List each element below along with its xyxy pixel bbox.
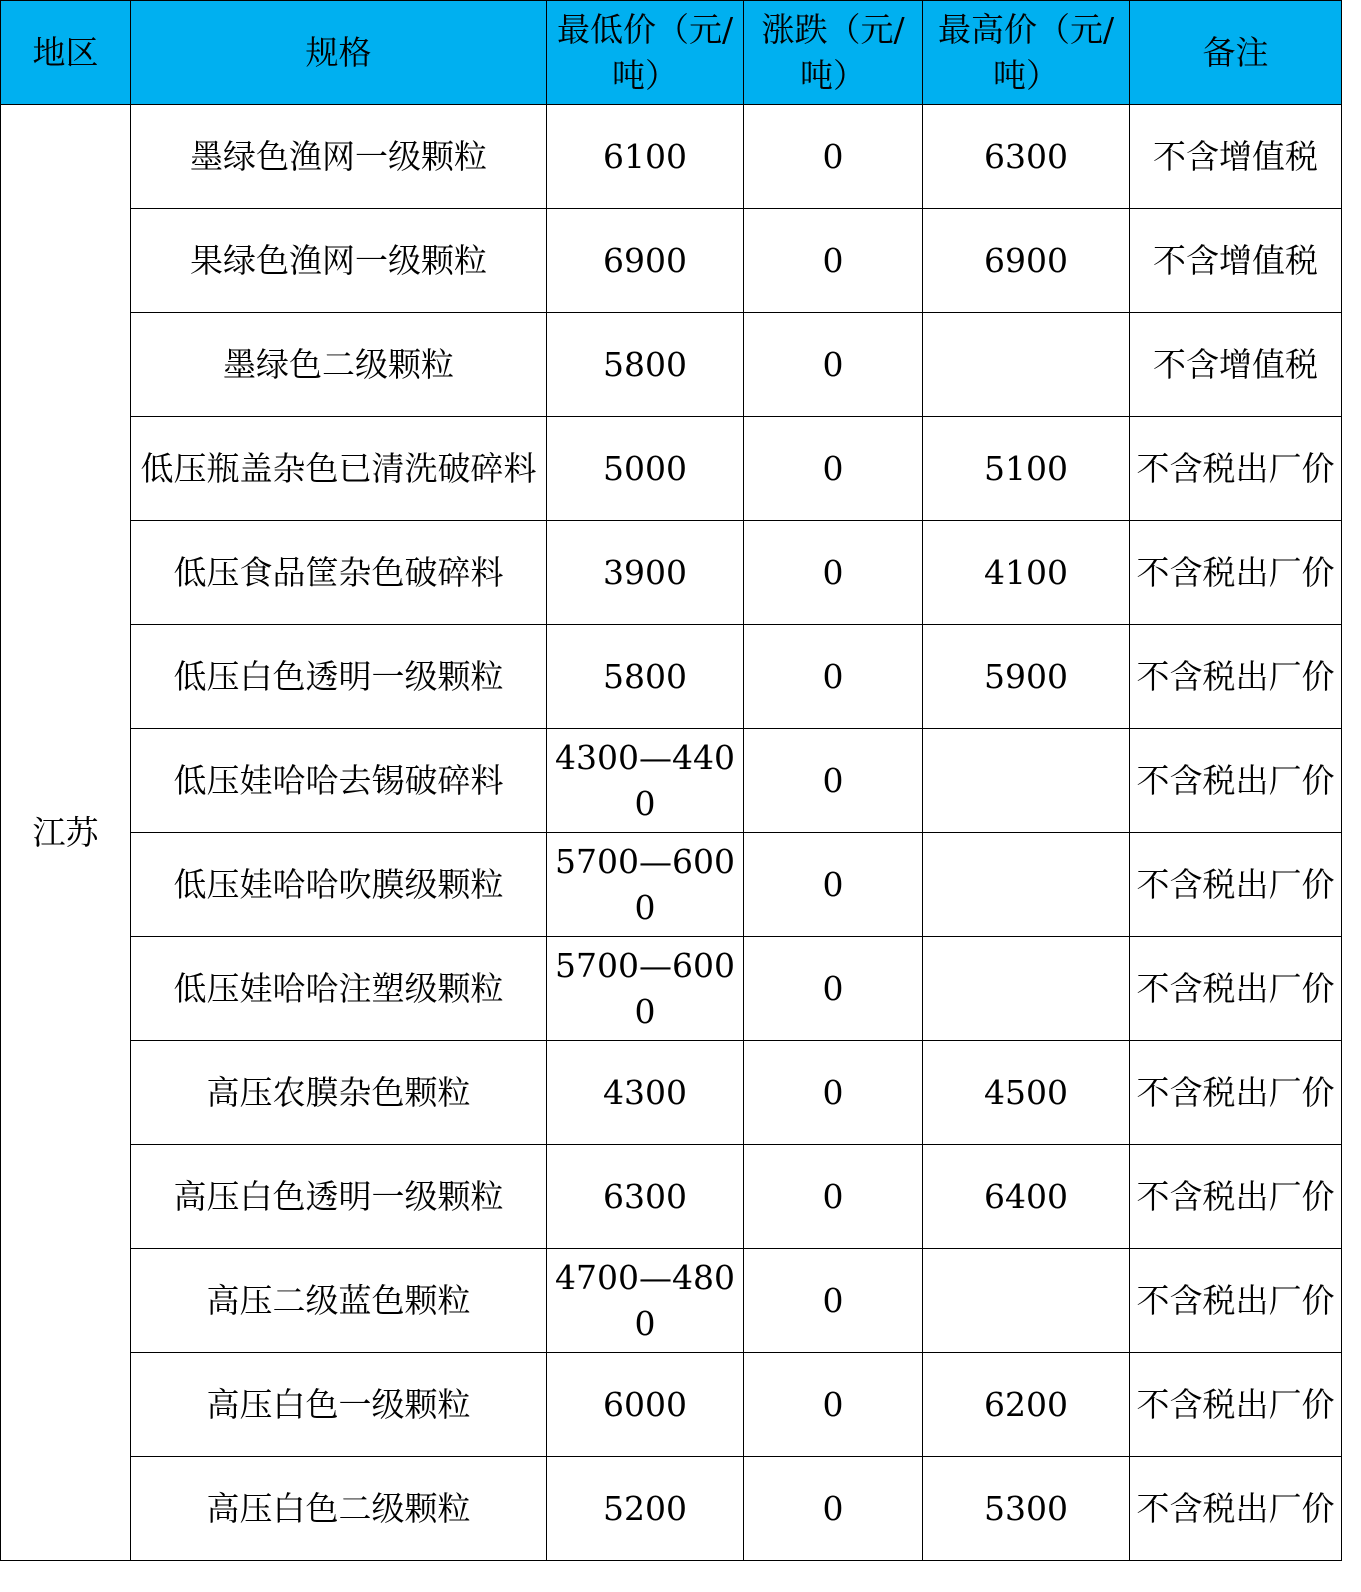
table-header (1, 1, 1342, 105)
min-price-cell: 6900 (547, 209, 744, 313)
spec-cell: 高压二级蓝色颗粒 (131, 1249, 547, 1353)
note-cell: 不含税出厂价 (1130, 1041, 1342, 1145)
table-row (1, 105, 1342, 209)
max-price-cell: 6900 (923, 209, 1130, 313)
note-cell: 不含税出厂价 (1130, 729, 1342, 833)
min-price-cell: 4300 (547, 1041, 744, 1145)
spec-cell: 低压娃哈哈吹膜级颗粒 (131, 833, 547, 937)
header-min-price: 最低价（元/吨） (547, 1, 744, 105)
max-price-cell: 6300 (923, 105, 1130, 209)
spec-cell: 墨绿色二级颗粒 (131, 313, 547, 417)
header-spec: 规格 (131, 1, 547, 105)
header-note: 备注 (1130, 1, 1342, 105)
max-price-cell: 6200 (923, 1353, 1130, 1457)
change-cell: 0 (744, 625, 923, 729)
spec-cell: 低压娃哈哈注塑级颗粒 (131, 937, 547, 1041)
min-price-cell: 3900 (547, 521, 744, 625)
change-cell: 0 (744, 209, 923, 313)
max-price-cell (923, 313, 1130, 417)
spec-cell: 低压食品筐杂色破碎料 (131, 521, 547, 625)
spec-cell: 高压农膜杂色颗粒 (131, 1041, 547, 1145)
note-cell: 不含增值税 (1130, 209, 1342, 313)
table-row (1, 729, 1342, 833)
max-price-cell: 5300 (923, 1457, 1130, 1561)
note-cell: 不含税出厂价 (1130, 417, 1342, 521)
change-cell: 0 (744, 1145, 923, 1249)
table-row (1, 833, 1342, 937)
max-price-cell: 5900 (923, 625, 1130, 729)
spec-cell: 高压白色透明一级颗粒 (131, 1145, 547, 1249)
spec-cell: 果绿色渔网一级颗粒 (131, 209, 547, 313)
max-price-cell (923, 729, 1130, 833)
note-cell: 不含增值税 (1130, 313, 1342, 417)
note-cell: 不含税出厂价 (1130, 521, 1342, 625)
spec-cell: 低压白色透明一级颗粒 (131, 625, 547, 729)
note-cell: 不含税出厂价 (1130, 1457, 1342, 1561)
min-price-cell: 6300 (547, 1145, 744, 1249)
spec-cell: 低压娃哈哈去锡破碎料 (131, 729, 547, 833)
table-row (1, 313, 1342, 417)
change-cell: 0 (744, 937, 923, 1041)
note-cell: 不含税出厂价 (1130, 1353, 1342, 1457)
table-row (1, 521, 1342, 625)
header-max-price: 最高价（元/吨） (923, 1, 1130, 105)
note-cell: 不含增值税 (1130, 105, 1342, 209)
change-cell: 0 (744, 833, 923, 937)
table-row (1, 1145, 1342, 1249)
note-cell: 不含税出厂价 (1130, 1145, 1342, 1249)
min-price-cell: 6000 (547, 1353, 744, 1457)
table-row (1, 937, 1342, 1041)
change-cell: 0 (744, 1041, 923, 1145)
table-row (1, 209, 1342, 313)
spec-cell: 高压白色一级颗粒 (131, 1353, 547, 1457)
table-body (1, 105, 1342, 1561)
note-cell: 不含税出厂价 (1130, 625, 1342, 729)
table-row (1, 417, 1342, 521)
change-cell: 0 (744, 417, 923, 521)
change-cell: 0 (744, 1249, 923, 1353)
min-price-cell: 4700—4800 (547, 1249, 744, 1353)
spec-cell: 墨绿色渔网一级颗粒 (131, 105, 547, 209)
max-price-cell (923, 1249, 1130, 1353)
min-price-cell: 4300—4400 (547, 729, 744, 833)
change-cell: 0 (744, 105, 923, 209)
change-cell: 0 (744, 729, 923, 833)
change-cell: 0 (744, 1457, 923, 1561)
table-row (1, 625, 1342, 729)
note-cell: 不含税出厂价 (1130, 833, 1342, 937)
min-price-cell: 5200 (547, 1457, 744, 1561)
spec-cell: 低压瓶盖杂色已清洗破碎料 (131, 417, 547, 521)
min-price-cell: 5000 (547, 417, 744, 521)
region-cell: 江苏 (1, 105, 131, 1561)
spec-cell: 高压白色二级颗粒 (131, 1457, 547, 1561)
min-price-cell: 5700—6000 (547, 937, 744, 1041)
min-price-cell: 5800 (547, 313, 744, 417)
max-price-cell (923, 937, 1130, 1041)
max-price-cell: 4100 (923, 521, 1130, 625)
note-cell: 不含税出厂价 (1130, 937, 1342, 1041)
max-price-cell: 4500 (923, 1041, 1130, 1145)
header-region: 地区 (1, 1, 131, 105)
max-price-cell: 6400 (923, 1145, 1130, 1249)
table-row (1, 1249, 1342, 1353)
max-price-cell (923, 833, 1130, 937)
min-price-cell: 6100 (547, 105, 744, 209)
table-row (1, 1041, 1342, 1145)
header-change: 涨跌（元/吨） (744, 1, 923, 105)
table-row (1, 1353, 1342, 1457)
change-cell: 0 (744, 313, 923, 417)
change-cell: 0 (744, 1353, 923, 1457)
min-price-cell: 5800 (547, 625, 744, 729)
table-row (1, 1457, 1342, 1561)
change-cell: 0 (744, 521, 923, 625)
max-price-cell: 5100 (923, 417, 1130, 521)
min-price-cell: 5700—6000 (547, 833, 744, 937)
header-row (1, 1, 1342, 105)
note-cell: 不含税出厂价 (1130, 1249, 1342, 1353)
